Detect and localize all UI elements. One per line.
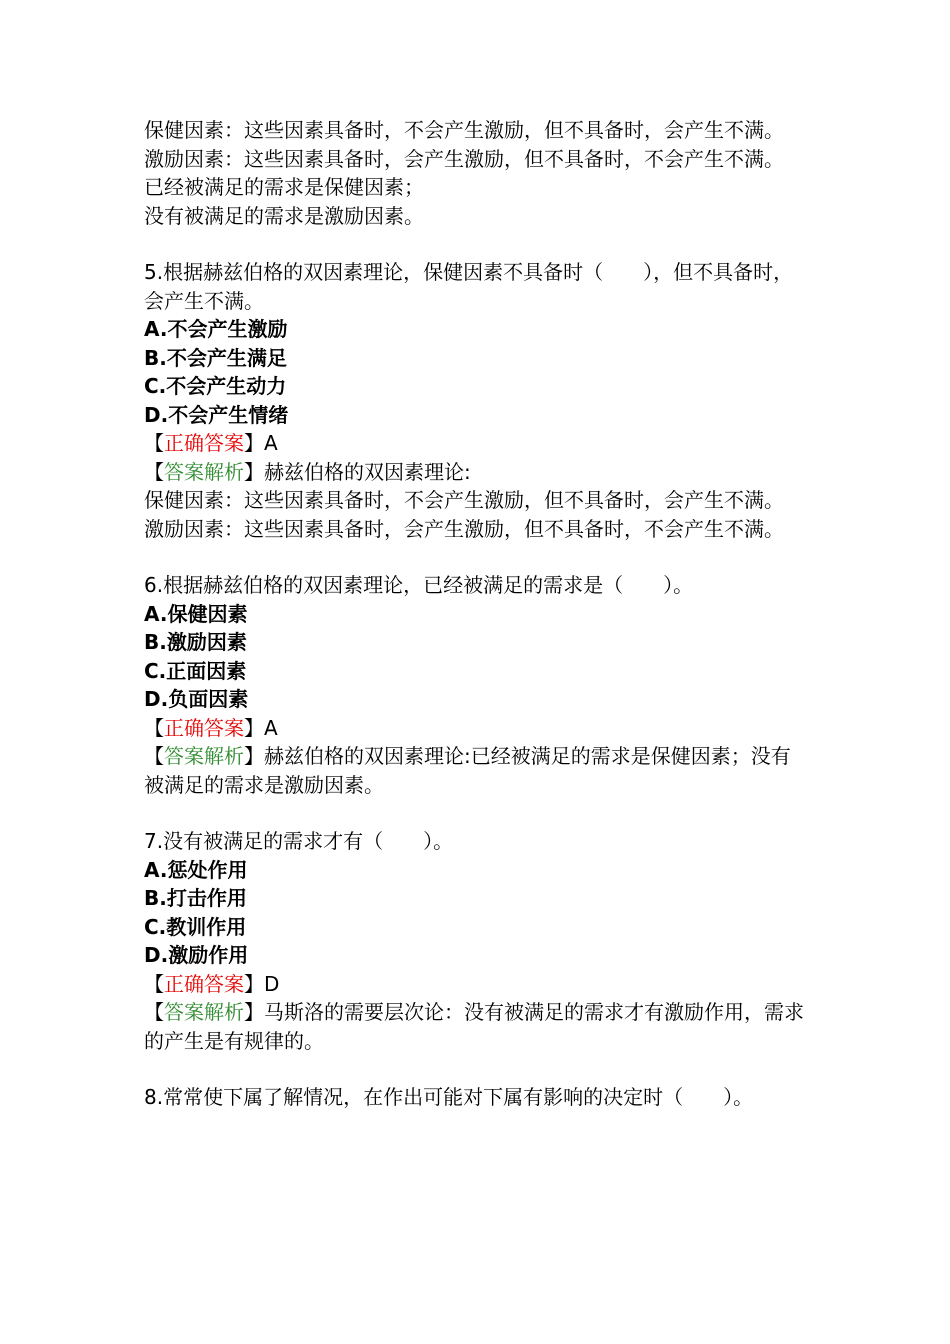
spacer [144, 230, 809, 258]
analysis-line: 保健因素：这些因素具备时，不会产生激励，但不具备时，会产生不满。 [144, 488, 784, 512]
analysis-label: 答案解析 [164, 1000, 244, 1024]
intro-line-1: 保健因素：这些因素具备时，不会产生激励，但不具备时，会产生不满。 [144, 118, 784, 142]
analysis-text: 赫兹伯格的双因素理论:已经被满足的需求是保健因素；没有被满足的需求是激励因素。 [144, 744, 791, 797]
analysis-label: 答案解析 [164, 744, 244, 768]
spacer [144, 799, 809, 827]
question-5 [144, 258, 809, 543]
option-c: C.不会产生动力 [144, 374, 287, 398]
option-a: A.保健因素 [144, 601, 248, 626]
question-stem: 5.根据赫兹伯格的双因素理论，保健因素不具备时（ ），但不具备时，会产生不满。 [144, 260, 794, 313]
spacer [144, 543, 809, 571]
correct-answer-label: 正确答案 [164, 715, 244, 740]
option-d: D.激励作用 [144, 943, 249, 967]
correct-answer: 【正确答案】A [144, 715, 278, 740]
answer-analysis: 【答案解析】赫兹伯格的双因素理论: [144, 459, 471, 484]
option-a: A.不会产生激励 [144, 317, 288, 341]
question-stem: 6.根据赫兹伯格的双因素理论，已经被满足的需求是（ ）。 [144, 573, 694, 597]
correct-answer-value: D [264, 971, 280, 996]
intro-line-3: 已经被满足的需求是保健因素； [144, 175, 424, 199]
question-7 [144, 827, 809, 1055]
correct-answer: 【正确答案】D [144, 971, 280, 996]
question-stem: 7.没有被满足的需求才有（ ）。 [144, 829, 454, 853]
option-d: D.负面因素 [144, 687, 249, 711]
analysis-label: 答案解析 [164, 459, 244, 484]
question-stem: 8.常常使下属了解情况，在作出可能对下属有影响的决定时（ ）。 [144, 1085, 754, 1109]
option-b: B.不会产生满足 [144, 345, 287, 370]
analysis-text: 马斯洛的需要层次论：没有被满足的需求才有激励作用，需求的产生是有规律的。 [144, 1000, 804, 1053]
answer-analysis: 【答案解析】马斯洛的需要层次论：没有被满足的需求才有激励作用，需求的产生是有规律的。 [144, 1000, 804, 1053]
option-d: D.不会产生情绪 [144, 402, 289, 427]
analysis-text: 赫兹伯格的双因素理论: [264, 459, 471, 484]
intro-line-4: 没有被满足的需求是激励因素。 [144, 203, 424, 228]
document-page [144, 116, 809, 1112]
correct-answer-label: 正确答案 [164, 431, 244, 455]
option-b: B.激励因素 [144, 630, 247, 654]
option-c: C.正面因素 [144, 658, 247, 683]
option-c: C.教训作用 [144, 914, 247, 939]
correct-answer-value: A [264, 715, 278, 740]
correct-answer-value: A [264, 431, 278, 455]
option-a: A.惩处作用 [144, 857, 248, 882]
intro-line-2: 激励因素：这些因素具备时，会产生激励，但不具备时，不会产生不满。 [144, 146, 784, 171]
question-8 [144, 1083, 809, 1112]
analysis-line: 激励因素：这些因素具备时，会产生激励，但不具备时，不会产生不满。 [144, 516, 784, 541]
answer-analysis: 【答案解析】赫兹伯格的双因素理论:已经被满足的需求是保健因素；没有被满足的需求是激励因素。 [144, 744, 791, 797]
spacer [144, 1055, 809, 1083]
question-6 [144, 571, 809, 799]
correct-answer-label: 正确答案 [164, 971, 244, 996]
correct-answer: 【正确答案】A [144, 431, 278, 455]
option-b: B.打击作用 [144, 886, 247, 910]
